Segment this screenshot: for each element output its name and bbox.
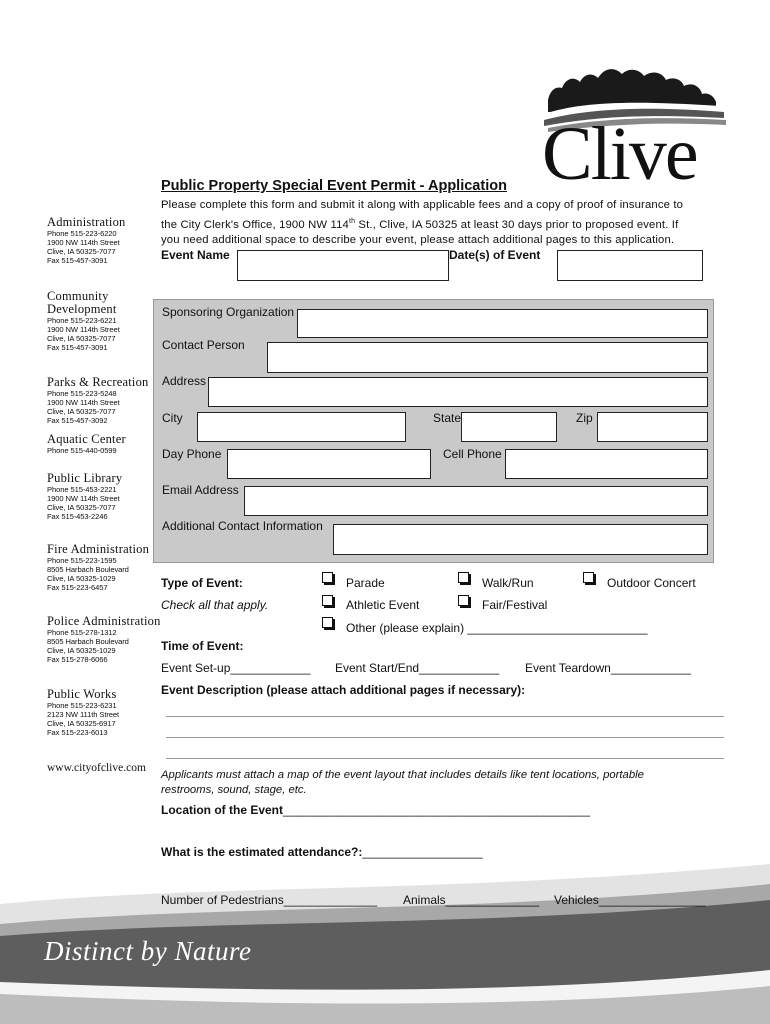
dept-name: Community	[47, 289, 109, 303]
walk-run-label: Walk/Run	[482, 576, 534, 590]
description-line-3[interactable]	[166, 758, 724, 759]
type-of-event-label: Type of Event:	[161, 576, 243, 590]
logo-text: Clive	[542, 112, 697, 196]
walk-run-checkbox[interactable]	[458, 572, 469, 583]
contact-person-field[interactable]	[267, 342, 708, 373]
intro-line-2a: the City Clerk's Office, 1900 NW 114	[161, 218, 349, 231]
other-label: Other (please explain) ___________________________	[346, 621, 648, 635]
intro-sup: th	[348, 217, 356, 225]
intro-line-2b: St., Clive, IA 50325 at least 30 days prior to proposed event. If	[355, 218, 679, 231]
contact-person-label: Contact Person	[162, 338, 245, 352]
dept-phone: Phone 515-278-1312	[47, 628, 117, 637]
dates-field[interactable]	[557, 250, 703, 281]
website-link[interactable]: www.cityofclive.com	[47, 762, 146, 774]
dept-fax: Fax 515-278-6066	[47, 655, 108, 664]
startend-label: Event Start/End____________	[335, 661, 500, 675]
dept-address: 2123 NW 111th Street	[47, 710, 120, 719]
location-blank[interactable]: ______________________________________________	[283, 803, 591, 817]
address-field[interactable]	[208, 377, 708, 407]
dept-address: 1900 NW 114th Street	[47, 325, 120, 334]
dept-city: Clive, IA 50325-7077	[47, 503, 116, 512]
dept-phone: Phone 515-223-6220	[47, 229, 117, 238]
attendance-row	[161, 845, 483, 859]
pedestrians-label: Number of Pedestrians______________	[161, 893, 378, 907]
zip-field[interactable]	[597, 412, 708, 442]
dept-phone: Phone 515-223-6221	[47, 316, 117, 325]
dept-city: Clive, IA 50325-1029	[47, 646, 116, 655]
state-label: State	[433, 411, 462, 425]
athletic-event-checkbox[interactable]	[322, 595, 333, 606]
intro-text	[161, 198, 683, 248]
map-note-line-2: restrooms, sound, stage, etc.	[161, 784, 307, 796]
check-all-label: Check all that apply.	[161, 598, 269, 612]
dept-city: Clive, IA 50325-6917	[47, 719, 116, 728]
athletic-event-label: Athletic Event	[346, 598, 420, 612]
dept-public-works	[47, 688, 119, 737]
dept-administration	[47, 216, 126, 265]
dept-fire-administration	[47, 543, 149, 592]
outdoor-concert-checkbox[interactable]	[583, 572, 594, 583]
event-name-field[interactable]	[237, 250, 449, 281]
intro-line-1: Please complete this form and submit it along with applicable fees and a copy of proof of insurance to	[161, 199, 684, 211]
fair-festival-checkbox[interactable]	[458, 595, 469, 606]
description-line-2[interactable]	[166, 737, 724, 738]
map-note	[161, 768, 644, 798]
dept-name: Administration	[47, 215, 126, 229]
dept-fax: Fax 515-457-3092	[47, 416, 108, 425]
additional-contact-field[interactable]	[333, 524, 708, 555]
dept-phone: Phone 515-440-0599	[47, 446, 117, 455]
location-row	[161, 803, 590, 817]
dept-name: Fire Administration	[47, 542, 150, 556]
footer-tagline: Distinct by Nature	[44, 936, 252, 966]
fair-festival-label: Fair/Festival	[482, 598, 548, 612]
dept-address: 8505 Harbach Boulevard	[47, 565, 129, 574]
other-checkbox[interactable]	[322, 617, 333, 628]
dept-name: Public Library	[47, 471, 123, 485]
dept-address: 1900 NW 114th Street	[47, 398, 120, 407]
state-field[interactable]	[461, 412, 557, 442]
dept-fax: Fax 515-453-2246	[47, 512, 108, 521]
dept-aquatic-center	[47, 433, 126, 455]
city-label: City	[162, 411, 183, 425]
cell-phone-label: Cell Phone	[443, 447, 502, 461]
dept-phone: Phone 515-453-2221	[47, 485, 117, 494]
dept-city: Clive, IA 50325-7077	[47, 334, 116, 343]
description-label: Event Description (please attach additional pages if necessary):	[161, 683, 526, 697]
map-note-line-1: Applicants must attach a map of the event layout that includes details like tent locations, portable	[161, 769, 644, 781]
vehicles-label: Vehicles________________	[554, 893, 706, 907]
dates-label: Date(s) of Event	[449, 248, 541, 262]
setup-label: Event Set-up____________	[161, 661, 311, 675]
dept-police-administration	[47, 615, 161, 664]
animals-label: Animals______________	[403, 893, 540, 907]
email-label: Email Address	[162, 483, 239, 497]
additional-contact-label: Additional Contact Information	[162, 519, 323, 533]
dept-phone: Phone 515-223-5248	[47, 389, 117, 398]
outdoor-concert-label: Outdoor Concert	[607, 576, 696, 590]
day-phone-label: Day Phone	[162, 447, 222, 461]
time-of-event-label: Time of Event:	[161, 639, 244, 653]
attendance-label: What is the estimated attendance?:	[161, 845, 363, 859]
attendance-blank[interactable]: __________________	[362, 845, 483, 859]
dept-phone: Phone 515-223-1595	[47, 556, 117, 565]
dept-community-development	[47, 290, 120, 352]
event-name-label: Event Name	[161, 248, 230, 262]
intro-line-2	[161, 214, 683, 233]
cell-phone-field[interactable]	[505, 449, 708, 479]
dept-fax: Fax 515-223-6013	[47, 728, 108, 737]
dept-name-2: Development	[47, 302, 117, 316]
sponsoring-org-label: Sponsoring Organization	[162, 305, 295, 319]
address-label: Address	[162, 374, 207, 388]
dept-public-library	[47, 472, 122, 521]
day-phone-field[interactable]	[227, 449, 431, 479]
clive-logo	[540, 62, 730, 196]
dept-city: Clive, IA 50325-7077	[47, 407, 116, 416]
dept-name: Police Administration	[47, 614, 161, 628]
dept-parks-recreation	[47, 376, 149, 425]
dept-address: 1900 NW 114th Street	[47, 238, 120, 247]
parade-checkbox[interactable]	[322, 572, 333, 583]
parade-label: Parade	[346, 576, 385, 590]
page-title: Public Property Special Event Permit - Application	[161, 178, 507, 194]
dept-name: Public Works	[47, 687, 117, 701]
dept-fax: Fax 515-223-6457	[47, 583, 108, 592]
city-field[interactable]	[197, 412, 406, 442]
location-label: Location of the Event	[161, 803, 284, 817]
dept-fax: Fax 515-457-3091	[47, 343, 108, 352]
email-field[interactable]	[244, 486, 708, 516]
description-line-1[interactable]	[166, 716, 724, 717]
dept-address: 1900 NW 114th Street	[47, 494, 120, 503]
teardown-label: Event Teardown____________	[525, 661, 691, 675]
dept-phone: Phone 515-223-6231	[47, 701, 117, 710]
sponsoring-org-field[interactable]	[297, 309, 708, 338]
dept-name: Aquatic Center	[47, 432, 126, 446]
dept-city: Clive, IA 50325-1029	[47, 574, 116, 583]
dept-city: Clive, IA 50325-7077	[47, 247, 116, 256]
zip-label: Zip	[576, 411, 593, 425]
dept-fax: Fax 515-457-3091	[47, 256, 108, 265]
dept-name: Parks & Recreation	[47, 375, 149, 389]
dept-address: 8505 Harbach Boulevard	[47, 637, 129, 646]
intro-line-3: you need additional space to describe your event, please attach additional pages to this application.	[161, 233, 675, 246]
